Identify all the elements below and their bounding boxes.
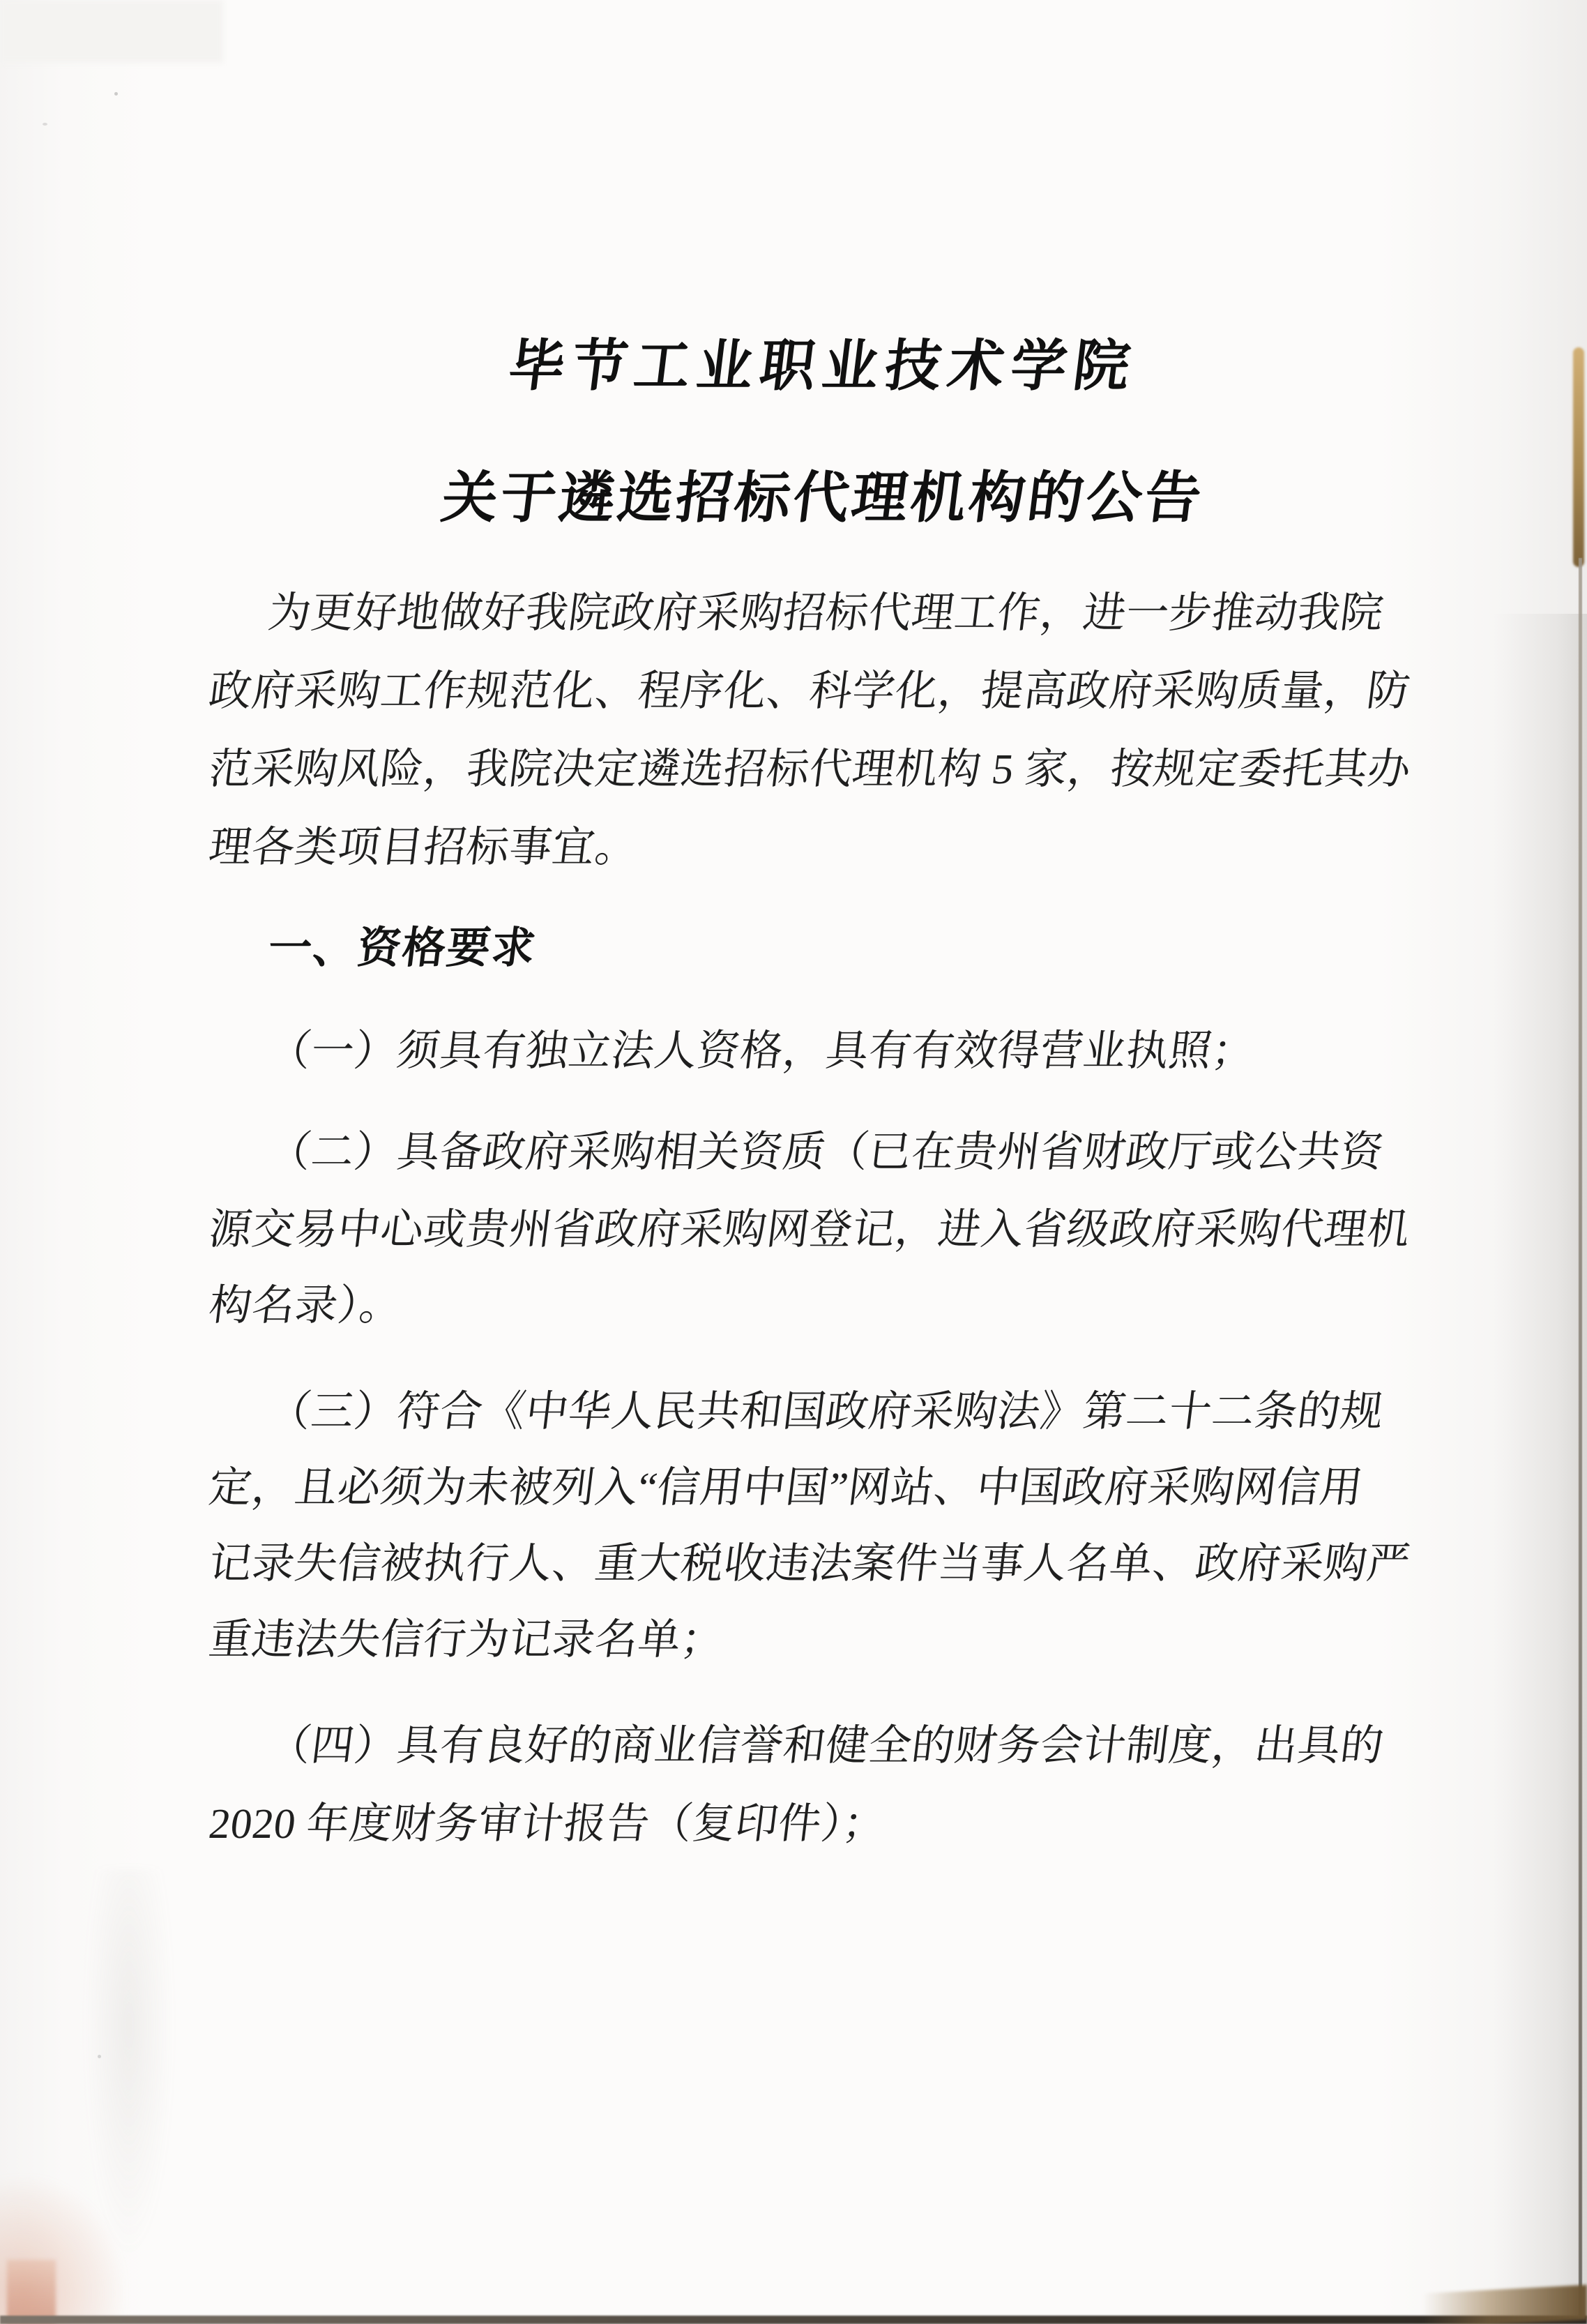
scan-artifact-bottom-edge [0, 2316, 1587, 2324]
scan-artifact-topleft-patch [0, 0, 223, 63]
scan-artifact-left-smudge [84, 1869, 174, 2260]
item-2-line-2: 源交易中心或贵州省政府采购网登记，进入省级政府采购代理机 [206, 1207, 1413, 1253]
intro-paragraph-line-3: 范采购风险，我院决定遴选招标代理机构 5 家，按规定委托其办 [206, 746, 1414, 793]
item-2-line-3: 构名录）。 [206, 1283, 406, 1329]
item-4-line-1: （四）具有良好的商业信誉和健全的财务会计制度，出具的 [265, 1723, 1387, 1770]
scan-artifact-speck [114, 92, 118, 96]
scan-artifact-right-brown-streak [1573, 347, 1584, 567]
item-2-line-1: （二）具备政府采购相关资质（已在贵州省财政厅或公共资 [265, 1129, 1387, 1176]
intro-paragraph-line-1: 为更好地做好我院政府采购招标代理工作，进一步推动我院 [265, 590, 1387, 637]
section-heading-qualification-requirements: 一、资格要求 [265, 924, 540, 972]
intro-paragraph-line-4: 理各类项目招标事宜。 [206, 824, 641, 871]
scan-artifact-bottomleft-stain [0, 2176, 126, 2324]
item-3-line-4: 重违法失信行为记录名单； [206, 1617, 727, 1663]
scan-artifact-bottomright-wedge [1422, 2285, 1587, 2324]
scan-artifact-speck [98, 2055, 101, 2058]
document-title-line-2: 关于遴选招标代理机构的公告 [438, 467, 1208, 529]
item-4-line-2: 2020 年度财务审计报告（复印件）； [206, 1801, 889, 1848]
item-3-line-3: 记录失信被执行人、重大税收违法案件当事人名单、政府采购严 [206, 1541, 1413, 1587]
scan-artifact-speck [43, 123, 47, 126]
scan-artifact-bottomleft-streak [7, 2260, 56, 2324]
item-3-line-1: （三）符合《中华人民共和国政府采购法》第二十二条的规 [265, 1389, 1387, 1435]
item-1-line-1: （一）须具有独立法人资格，具有有效得营业执照； [265, 1028, 1258, 1075]
scan-artifact-right-shading [1492, 614, 1587, 2324]
document-title-line-1: 毕节工业职业技术学院 [505, 335, 1141, 397]
item-3-line-2: 定，且必须为未被列入“信用中国”网站、中国政府采购网信用 [206, 1465, 1366, 1511]
scan-artifact-right-edge-line [1579, 558, 1582, 2323]
intro-paragraph-line-2: 政府采购工作规范化、程序化、科学化，提高政府采购质量，防 [206, 668, 1413, 715]
